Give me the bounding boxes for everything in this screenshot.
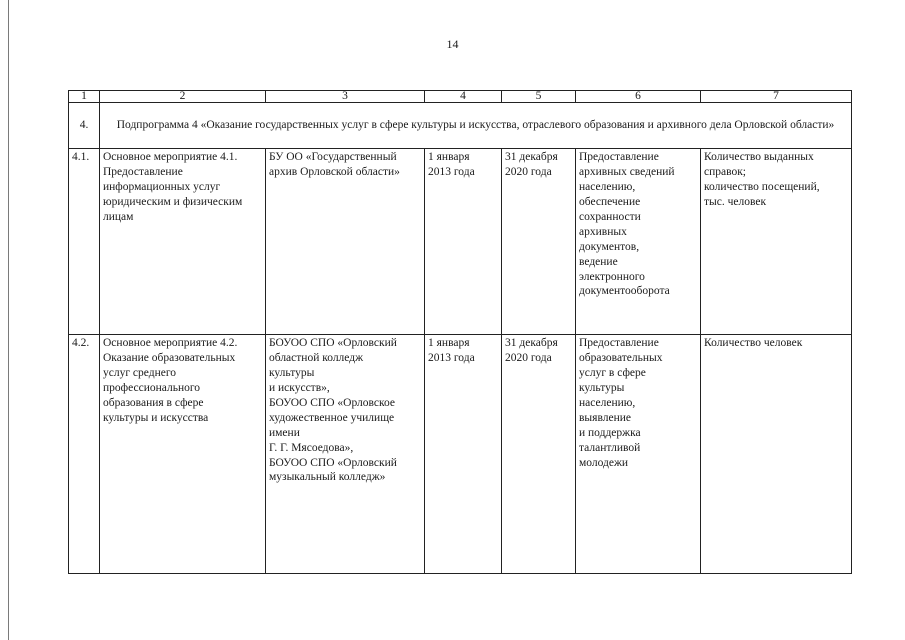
subprogram-row — [69, 103, 852, 149]
activity-cell: Основное мероприятие 4.1. Предоставление информационных услуг юридическим и физическим лицам — [100, 149, 266, 335]
end-date-cell: 31 декабря 2020 года — [502, 149, 576, 335]
indicators-cell: Количество выданных справок; количество посещений, тыс. человек — [701, 149, 852, 335]
row-number: 4.1. — [69, 149, 100, 335]
table-row — [69, 149, 852, 335]
column-number: 5 — [502, 91, 576, 103]
end-date-cell: 31 декабря 2020 года — [502, 335, 576, 574]
expected-result-cell: Предоставление образовательных услуг в сфере культуры населению, выявление и поддержка талантливой молодежи — [576, 335, 701, 574]
start-date-cell: 1 января 2013 года — [425, 149, 502, 335]
column-number: 3 — [266, 91, 425, 103]
row-number: 4.2. — [69, 335, 100, 574]
column-number: 2 — [100, 91, 266, 103]
activity-cell: Основное мероприятие 4.2. Оказание образовательных услуг среднего профессионального образования в сфере культуры и искусства — [100, 335, 266, 574]
start-date-cell: 1 января 2013 года — [425, 335, 502, 574]
column-number: 7 — [701, 91, 852, 103]
indicators-cell: Количество человек — [701, 335, 852, 574]
executor-cell: БУ ОО «Государственный архив Орловской области» — [266, 149, 425, 335]
subprogram-table — [68, 90, 852, 574]
column-number-row — [69, 91, 852, 103]
executor-cell: БОУОО СПО «Орловский областной колледж культуры и искусств», БОУОО СПО «Орловское художественное училище имени Г. Г. Мясоедова», БОУОО СПО «Орловский музыкальный колледж» — [266, 335, 425, 574]
subprogram-number: 4. — [69, 103, 100, 149]
column-number: 6 — [576, 91, 701, 103]
page-edge-line — [8, 0, 9, 640]
column-number: 4 — [425, 91, 502, 103]
subprogram-title: Подпрограмма 4 «Оказание государственных услуг в сфере культуры и искусства, отраслевого образования и архивного дела Орловской области» — [100, 103, 852, 149]
table-row — [69, 335, 852, 574]
page-number: 14 — [446, 37, 459, 51]
column-number: 1 — [69, 91, 100, 103]
expected-result-cell: Предоставление архивных сведений населению, обеспечение сохранности архивных документов, ведение электронного документооборота — [576, 149, 701, 335]
